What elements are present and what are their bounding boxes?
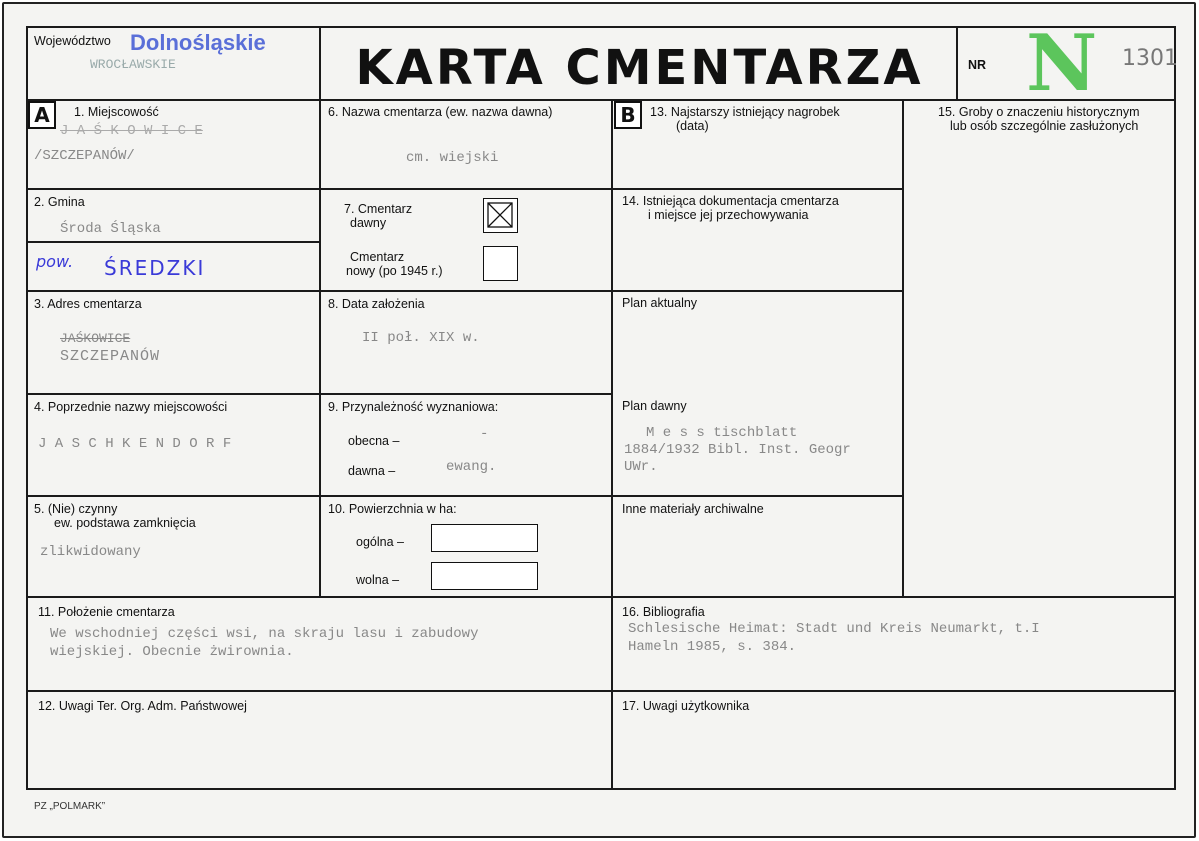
field-3-label: 3. Adres cmentarza (34, 297, 142, 311)
field-2-hand-value: ŚREDZKI (104, 256, 206, 280)
field-1-label: 1. Miejscowość (74, 105, 159, 119)
field-5-label: 5. (Nie) czynny (34, 502, 118, 516)
field-2-hand-prefix: pow. (36, 252, 74, 271)
voivodeship-stamp: Dolnośląskie (130, 30, 266, 55)
field-13-sublabel: (data) (676, 119, 709, 133)
field-4-value: J A S C H K E N D O R F (38, 436, 232, 452)
field-2-value: Środa Śląska (60, 221, 161, 237)
field-14-label: 14. Istniejąca dokumentacja cmentarza (622, 194, 839, 208)
field-15-sublabel: lub osób szczególnie zasłużonych (950, 119, 1139, 133)
plan-former-line-2: 1884/1932 Bibl. Inst. Geogr (624, 442, 851, 458)
field-6-label: 6. Nazwa cmentarza (ew. nazwa dawna) (328, 105, 553, 119)
field-8-label: 8. Data założenia (328, 297, 425, 311)
rule (26, 290, 904, 292)
nr-label: NR (968, 58, 987, 72)
field-7-label: 7. Cmentarz (344, 202, 413, 216)
field-17-label: 17. Uwagi użytkownika (622, 699, 750, 713)
rule (26, 241, 320, 243)
rule (319, 26, 321, 598)
rule (1174, 26, 1176, 790)
field-7-nowy-label: Cmentarz (350, 250, 405, 264)
field-10-total-label: ogólna – (356, 535, 404, 549)
section-a-box: A (28, 101, 56, 129)
check-x-icon (484, 199, 516, 231)
rule (612, 188, 904, 190)
rule (26, 26, 28, 790)
rule (26, 596, 1176, 598)
field-11-line-1: We wschodniej części wsi, na skraju lasu i zabudowy (50, 626, 479, 642)
field-16-line-2: Hameln 1985, s. 384. (628, 639, 797, 655)
field-1-old-value: J A Ś K O W I C E (60, 123, 203, 139)
field-14-sublabel: i miejsce jej przechowywania (648, 208, 809, 222)
field-10-free-input[interactable] (431, 562, 538, 590)
field-11-line-2: wiejskiej. Obecnie żwirownia. (50, 644, 294, 660)
field-1-value: /SZCZEPANÓW/ (34, 148, 135, 164)
field-6-value: cm. wiejski (406, 150, 499, 166)
field-7-nowy-checkbox[interactable] (483, 246, 518, 281)
plan-former-line-1: M e s s tischblatt (646, 425, 798, 441)
field-5-value: zlikwidowany (40, 544, 141, 560)
plan-current-label: Plan aktualny (622, 296, 698, 310)
field-16-line-1: Schlesische Heimat: Stadt und Kreis Neumarkt, t.I (628, 621, 1040, 637)
field-13-label: 13. Najstarszy istniejący nagrobek (650, 105, 840, 119)
field-9-label: 9. Przynależność wyznaniowa: (328, 400, 499, 414)
field-2-label: 2. Gmina (34, 195, 85, 209)
field-9-current-value: - (480, 426, 489, 442)
rule (26, 788, 1176, 790)
field-10-free-label: wolna – (356, 573, 400, 587)
nr-marker-letter: N (1026, 18, 1098, 109)
voivodeship-old: WROCŁAWSKIE (90, 57, 176, 72)
field-7-dawny-checkbox[interactable] (483, 198, 518, 233)
field-4-label: 4. Poprzednie nazwy miejscowości (34, 400, 228, 414)
rule (902, 99, 904, 598)
field-7-dawny-label: dawny (350, 216, 387, 230)
section-b-box: B (614, 101, 642, 129)
plan-former-line-3: UWr. (624, 459, 658, 475)
voivodeship-label: Województwo (34, 34, 111, 48)
field-10-total-input[interactable] (431, 524, 538, 552)
field-10-label: 10. Powierzchnia w ha: (328, 502, 457, 516)
cemetery-card (2, 2, 1196, 838)
field-3-old-value: JAŚKOWICE (60, 331, 131, 346)
plan-former-label: Plan dawny (622, 399, 687, 413)
field-9-former-label: dawna – (348, 464, 396, 478)
field-9-current-label: obecna – (348, 434, 400, 448)
rule (26, 495, 904, 497)
field-15-label: 15. Groby o znaczeniu historycznym (938, 105, 1140, 119)
field-3-value: SZCZEPANÓW (60, 348, 161, 365)
printer-footer: PZ „POLMARK” (34, 801, 106, 812)
field-8-value: II poł. XIX w. (362, 330, 480, 346)
field-11-label: 11. Położenie cmentarza (38, 605, 175, 619)
field-7-nowy-sublabel: nowy (po 1945 r.) (346, 264, 443, 278)
field-9-former-value: ewang. (446, 459, 497, 475)
rule (611, 99, 613, 790)
rule (26, 690, 1176, 692)
archives-label: Inne materiały archiwalne (622, 502, 764, 516)
field-16-label: 16. Bibliografia (622, 605, 705, 619)
page-title: KARTA CMENTARZA (355, 40, 924, 96)
nr-value: 1301 (1122, 46, 1178, 71)
field-5-sublabel: ew. podstawa zamknięcia (54, 516, 196, 530)
field-12-label: 12. Uwagi Ter. Org. Adm. Państwowej (38, 699, 247, 713)
rule (26, 26, 1176, 28)
